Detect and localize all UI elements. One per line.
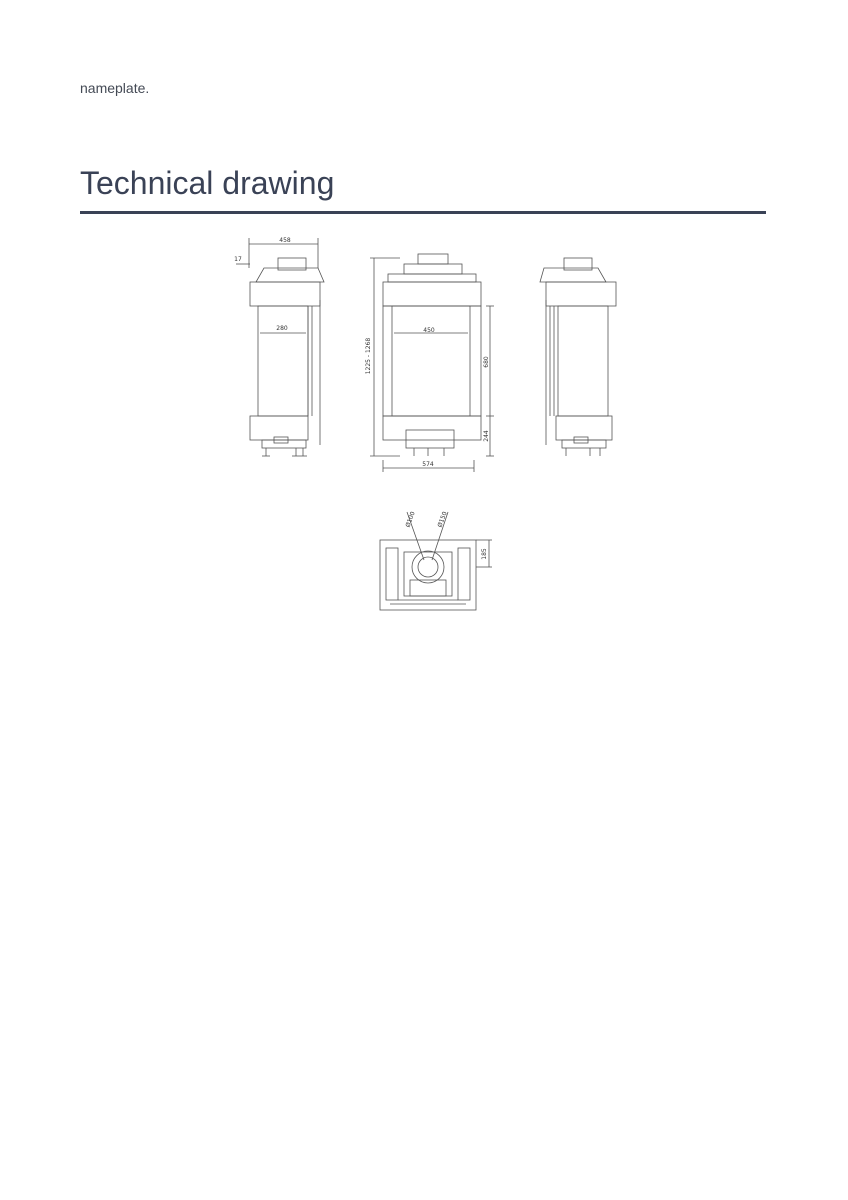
side-view-left [236, 238, 324, 456]
dim-side-offset: 17 [234, 256, 242, 263]
dim-front-glass-width: 450 [423, 327, 435, 334]
front-view [370, 254, 494, 472]
side-view-right [540, 258, 616, 456]
section-title: Technical drawing [80, 165, 335, 201]
dim-front-width: 574 [422, 461, 434, 468]
dim-front-glass-height: 680 [483, 356, 490, 368]
dim-front-base-height: 244 [483, 430, 490, 442]
dim-side-glass-width: 280 [276, 325, 288, 332]
dim-side-depth: 458 [279, 237, 291, 244]
dim-flue-offset: 185 [481, 548, 488, 560]
intro-text: nameplate. [80, 80, 150, 96]
dim-flue-outer: Ø150 [436, 510, 449, 529]
dim-flue-inner: Ø100 [404, 510, 417, 529]
dim-front-height: 1225 - 1268 [365, 337, 372, 375]
